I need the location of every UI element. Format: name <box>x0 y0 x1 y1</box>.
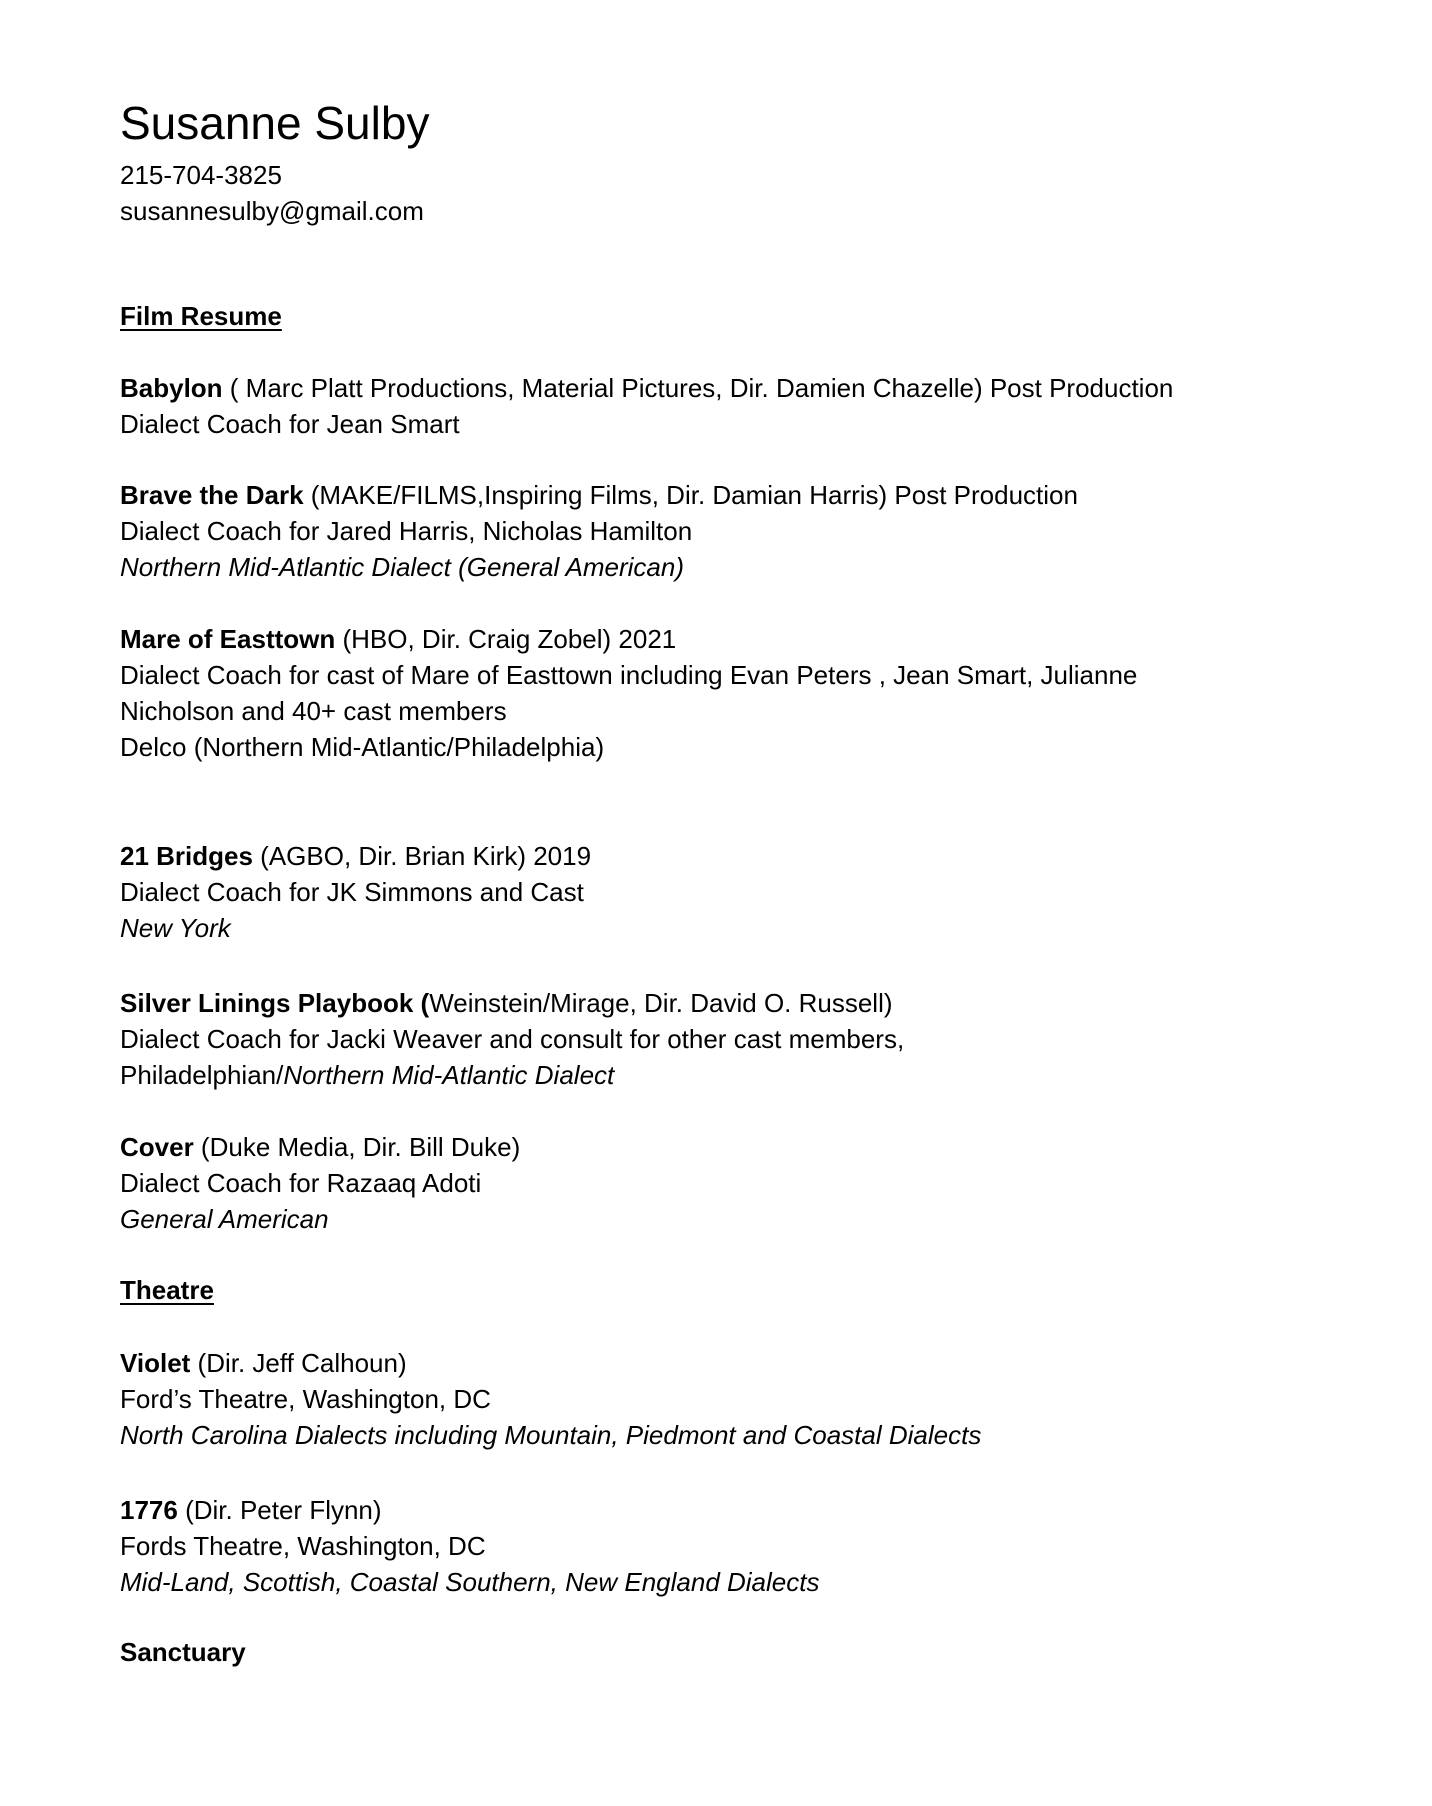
entry-detail: ( Marc Platt Productions, Material Pictures, Dir. Damien Chazelle) Post Production <box>222 373 1174 403</box>
entry-venue: Ford’s Theatre, Washington, DC <box>120 1384 491 1414</box>
entry-title-line <box>120 838 1300 874</box>
entry-dialect: Mid-Land, Scottish, Coastal Southern, New England Dialects <box>120 1567 820 1597</box>
resume-name: Susanne Sulby <box>120 97 430 149</box>
theatre-entry-1776 <box>120 1492 1300 1600</box>
entry-dialect: General American <box>120 1204 329 1234</box>
entry-title-line <box>120 1492 1300 1528</box>
entry-role: Dialect Coach for Razaaq Adoti <box>120 1168 482 1198</box>
film-entry-brave-the-dark <box>120 477 1300 585</box>
email-address: susannesulby@gmail.com <box>120 196 424 226</box>
entry-title: 1776 <box>120 1495 178 1525</box>
entry-role: Dialect Coach for Jared Harris, Nicholas Hamilton <box>120 516 693 546</box>
entry-dialect: Delco (Northern Mid-Atlantic/Philadelphia) <box>120 732 605 762</box>
entry-title: Babylon <box>120 373 223 403</box>
entry-dialect-plain: Philadelphian/ <box>120 1060 284 1090</box>
entry-detail: Weinstein/Mirage, Dir. David O. Russell) <box>429 988 893 1018</box>
entry-dialect-italic: Northern Mid-Atlantic Dialect <box>283 1060 615 1090</box>
entry-dialect: New York <box>120 913 231 943</box>
entry-title-line <box>120 621 1300 657</box>
entry-title: Violet <box>120 1348 191 1378</box>
entry-detail: (Dir. Peter Flynn) <box>177 1495 382 1525</box>
entry-role: Dialect Coach for Jacki Weaver and consult for other cast members, <box>120 1024 905 1054</box>
theatre-entry-sanctuary <box>120 1634 1300 1670</box>
entry-title-line <box>120 985 1300 1021</box>
entry-title-line <box>120 1345 1300 1381</box>
film-entry-cover <box>120 1129 1300 1237</box>
entry-role: Dialect Coach for cast of Mare of Easttown including Evan Peters , Jean Smart, Julianne <box>120 660 1138 690</box>
entry-dialect: North Carolina Dialects including Mountain, Piedmont and Coastal Dialects <box>120 1420 982 1450</box>
entry-role: Dialect Coach for Jean Smart <box>120 409 460 439</box>
entry-detail: (Dir. Jeff Calhoun) <box>190 1348 407 1378</box>
entry-title: Brave the Dark <box>120 480 304 510</box>
film-entry-mare-of-easttown <box>120 621 1300 765</box>
film-entry-silver-linings-playbook <box>120 985 1300 1093</box>
entry-detail: (AGBO, Dir. Brian Kirk) 2019 <box>252 841 592 871</box>
film-entry-21-bridges <box>120 838 1300 946</box>
entry-title-line <box>120 1129 1300 1165</box>
theatre-entry-violet <box>120 1345 1300 1453</box>
entry-role-continued: Nicholson and 40+ cast members <box>120 696 507 726</box>
entry-title: Cover <box>120 1132 194 1162</box>
film-section-heading: Film Resume <box>120 301 282 331</box>
film-entry-babylon <box>120 370 1300 442</box>
entry-title: Silver Linings Playbook ( <box>120 988 430 1018</box>
entry-venue: Fords Theatre, Washington, DC <box>120 1531 486 1561</box>
entry-dialect-line <box>120 1057 1300 1093</box>
entry-dialect: Northern Mid-Atlantic Dialect (General American) <box>120 552 685 582</box>
entry-detail: (HBO, Dir. Craig Zobel) 2021 <box>335 624 677 654</box>
entry-detail: (Duke Media, Dir. Bill Duke) <box>193 1132 521 1162</box>
theatre-section-heading: Theatre <box>120 1275 214 1305</box>
entry-title: 21 Bridges <box>120 841 253 871</box>
entry-title: Sanctuary <box>120 1637 246 1667</box>
entry-title-line <box>120 477 1300 513</box>
entry-title-line <box>120 370 1300 406</box>
entry-title: Mare of Easttown <box>120 624 336 654</box>
entry-role: Dialect Coach for JK Simmons and Cast <box>120 877 584 907</box>
entry-detail: (MAKE/FILMS,Inspiring Films, Dir. Damian Harris) Post Production <box>303 480 1078 510</box>
phone-number: 215-704-3825 <box>120 160 282 190</box>
